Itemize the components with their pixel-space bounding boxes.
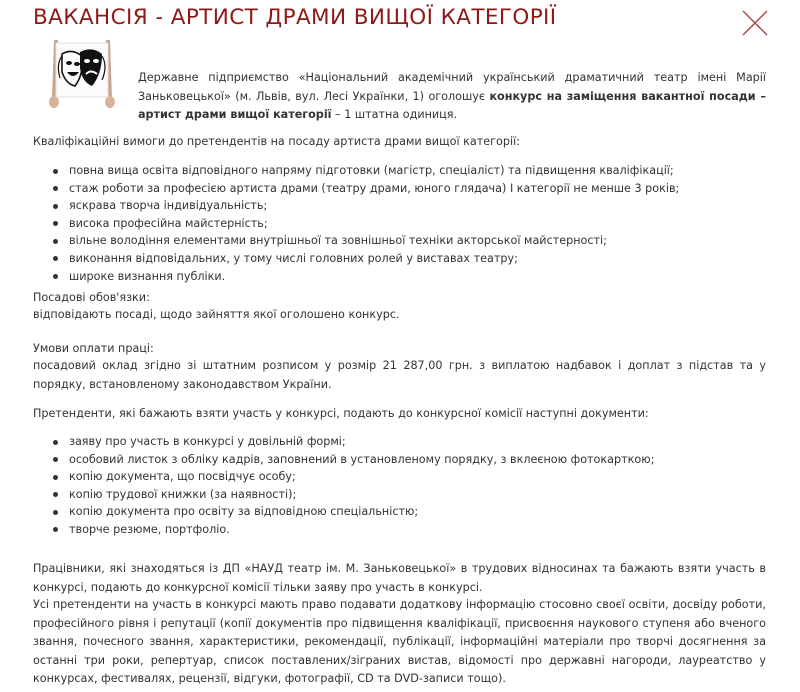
- close-icon[interactable]: [740, 8, 770, 38]
- list-item: копію трудової книжки (за наявності);: [33, 486, 766, 504]
- list-item: вільне володіння елементами внутрішньої та зовнішньої техніки акторської майстерності;: [33, 232, 766, 250]
- list-item: творче резюме, портфоліо.: [33, 521, 766, 539]
- additional-info-note: Усі претенденти на участь в конкурсі мають право подавати додаткову інформацію стосовно своєї освіти, досвіду роботи, професійного рівня і репутації (копії документів про підвищення кваліфікації, присвоєння наукового ступеня або вченого звання, почесного звання, характеристики, рекомендації, публікації, інформаційні матеріали про творчі досягнення за останні три роки, репертуар, список поставлених/зіграних вистав, відомості про державні нагороди, лауреатство у конкурсах, фестивалях, рецензії, відгуки, фотографії, CD та DVD-записи тощо).: [33, 598, 766, 685]
- pay-text: посадовий оклад згідно зі штатним розписом у розмір 21 287,00 грн. з виплатою надбавок і доплат з підстав та у порядку, встановленому законодавством України.: [33, 359, 766, 391]
- intro-paragraph: [138, 69, 766, 125]
- list-item: повна вища освіта відповідного напряму підготовки (магістр, спеціаліст) та підвищення кваліфікації;: [33, 162, 766, 180]
- list-item: виконання відповідальних, у тому числі головних ролей у виставах театру;: [33, 250, 766, 268]
- list-item: особовий листок з обліку кадрів, заповнений в установленому порядку, з вклеєною фотокарткою;: [33, 451, 766, 469]
- theatre-masks-icon: [42, 38, 122, 110]
- list-item: стаж роботи за професією артиста драми (театру драми, юного глядача) І категорії не менше 3 років;: [33, 180, 766, 198]
- list-item: копію документа, що посвідчує особу;: [33, 468, 766, 486]
- intro-bold: конкурс на заміщення вакантної посади – артист драми вищої категорії: [138, 89, 766, 121]
- intro-text-end: – 1 штатна одиниця.: [331, 108, 458, 121]
- list-item: широке визнання публіки.: [33, 268, 766, 286]
- intro-text: Державне підприємство «Національний академічний український драматичний театр імені Марії Заньковецької» (м. Львів, вул. Лесі Українки, 1) оголошує: [138, 71, 766, 103]
- duties-heading: Посадові обов'язки:: [33, 291, 150, 304]
- qualifications-heading: Кваліфікаційні вимоги до претендентів на посаду артиста драми вищої категорії:: [33, 135, 520, 148]
- pay-heading: Умови оплати праці:: [33, 342, 154, 355]
- qualifications-list: [33, 162, 766, 285]
- duties-text: відповідають посаді, щодо зайняття якої оголошено конкурс.: [33, 308, 400, 321]
- documents-heading: Претенденти, які бажають взяти участь у конкурсі, подають до конкурсної комісії наступні документи:: [33, 407, 649, 420]
- page-title: ВАКАНСІЯ - АРТИСТ ДРАМИ ВИЩОЇ КАТЕГОРІЇ: [33, 5, 557, 30]
- list-item: заяву про участь в конкурсі у довільній формі;: [33, 433, 766, 451]
- list-item: висока професійна майстерність;: [33, 215, 766, 233]
- list-item: копію документа про освіту за відповідною спеціальністю;: [33, 503, 766, 521]
- documents-list: [33, 433, 766, 539]
- list-item: яскрава творча індивідуальність;: [33, 197, 766, 215]
- employees-note: Працівники, які знаходяться із ДП «НАУД театр ім. М. Заньковецької» в трудових відносинах та бажають взяти участь в конкурсі, подають до конкурсної комісії тільки заяву про участь в конкурсі.: [33, 562, 766, 594]
